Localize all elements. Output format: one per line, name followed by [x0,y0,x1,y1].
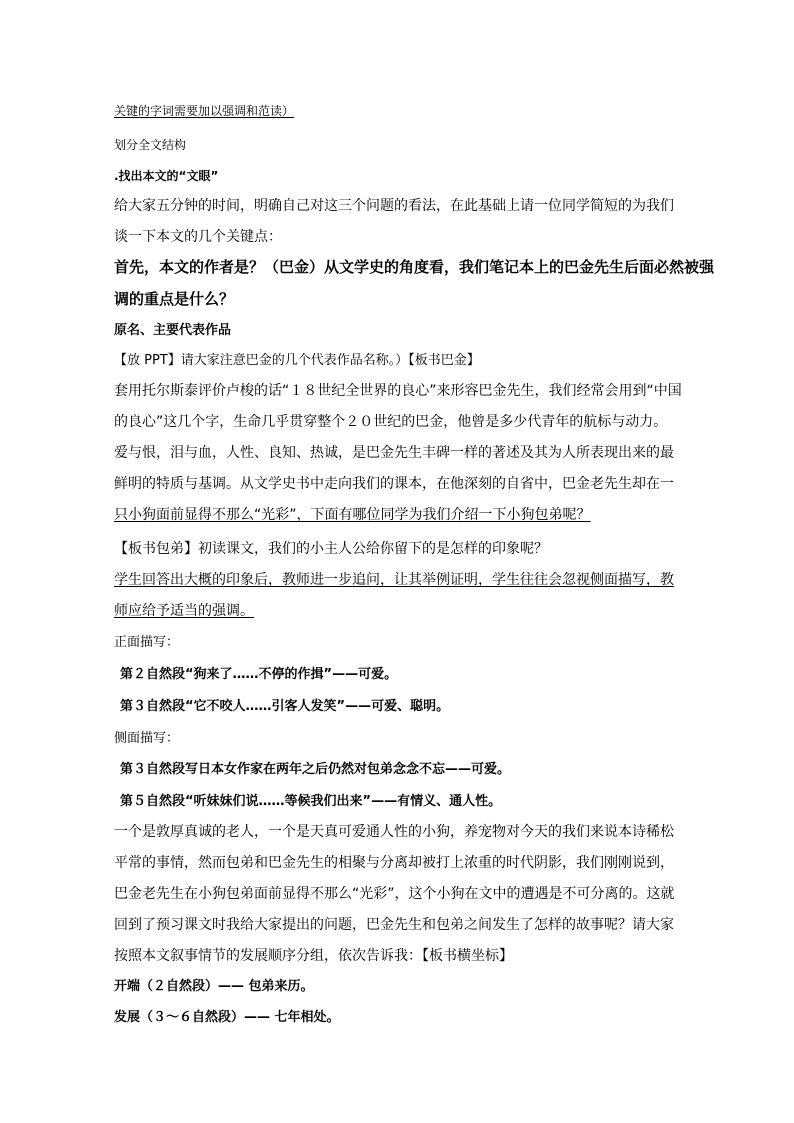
text-line: 只小狗面前显得不那么“光彩”，下面有哪位同学为我们介绍一下小狗包弟呢？ [114,507,591,523]
text-line: .找出本文的“文眼” [114,169,219,183]
text-line: 关键的字词需要加以强调和范读） [114,104,295,118]
text-line: 开端（２自然段）—— 包弟来历。 [114,979,314,994]
text-line: 平常的事情，然而包弟和巴金先生的相聚与分离却被打上浓重的时代阴影，我们刚刚说到， [114,855,674,871]
text-line: 按照本文叙事情节的发展顺序分组，依次告诉我：【板书横坐标】 [114,948,513,964]
text-line: 回到了预习课文时我给大家提出的问题，巴金先生和包弟之间发生了怎样的故事呢？请大家 [114,917,674,933]
text-line: 一个是敦厚真诚的老人，一个是天真可爱通人性的小狗，养宠物对今天的我们来说本诗稀松 [114,824,674,840]
text-line: 套用托尔斯泰评价卢梭的话“１８世纪全世界的良心”来形容巴金先生，我们经常会用到“中国 [114,383,682,399]
text-line: 第３自然段写日本女作家在两年之后仍然对包弟念念不忘——可爱。 [120,762,511,777]
text-line: 的良心”这几个字，生命几乎贯穿整个２０世纪的巴金，他曾是多少代青年的航标与动力。 [114,414,668,430]
text-line: 调的重点是什么？ [114,290,235,308]
text-line: 第３自然段“它不咬人……引客人发笑”——可爱、聪明。 [120,699,450,714]
text-line: 第５自然段“听妹妹们说……等候我们出来”——有情义、通人性。 [120,794,502,809]
text-line: 谈一下本文的几个关键点： [114,229,282,245]
text-line: 首先，本文的作者是？（巴金）从文学史的角度看，我们笔记本上的巴金先生后面必然被强 [114,258,715,276]
text-line: 师应给予适当的强调。 [114,603,254,619]
text-line: 【放 PPT】请大家注意巴金的几个代表作品名称。）【板书巴金】 [114,353,480,368]
text-line: 原名、主要代表作品 [114,323,232,338]
text-line: 侧面描写： [114,731,180,746]
text-line: 发展（３～６自然段）—— 七年相处。 [114,1010,340,1025]
text-line: 学生回答出大概的印象后，教师进一步追问，让其举例证明，学生往往会忽视侧面描写，教 [114,572,674,588]
text-line: 给大家五分钟的时间，明确自己对这三个问题的看法，在此基础上请一位同学简短的为我们 [114,198,674,214]
text-line: 第２自然段“狗来了……不停的作揖”——可爱。 [120,667,398,682]
text-line: 爱与恨，泪与血，人性、良知、热诚，是巴金先生丰碑一样的著述及其为人所表现出来的最 [114,445,674,461]
text-line: 鲜明的特质与基调。从文学史书中走向我们的课本，在他深刻的自省中，巴金老先生却在一 [114,476,674,492]
text-line: 【板书包弟】初读课文，我们的小主人公给你留下的是怎样的印象呢？ [114,541,548,557]
text-line: 正面描写： [114,635,180,650]
text-line: 划分全文结构 [114,138,187,152]
text-line: 巴金老先生在小狗包弟面前显得不那么“光彩”，这个小狗在文中的遭遇是不可分离的。这就 [114,886,675,902]
